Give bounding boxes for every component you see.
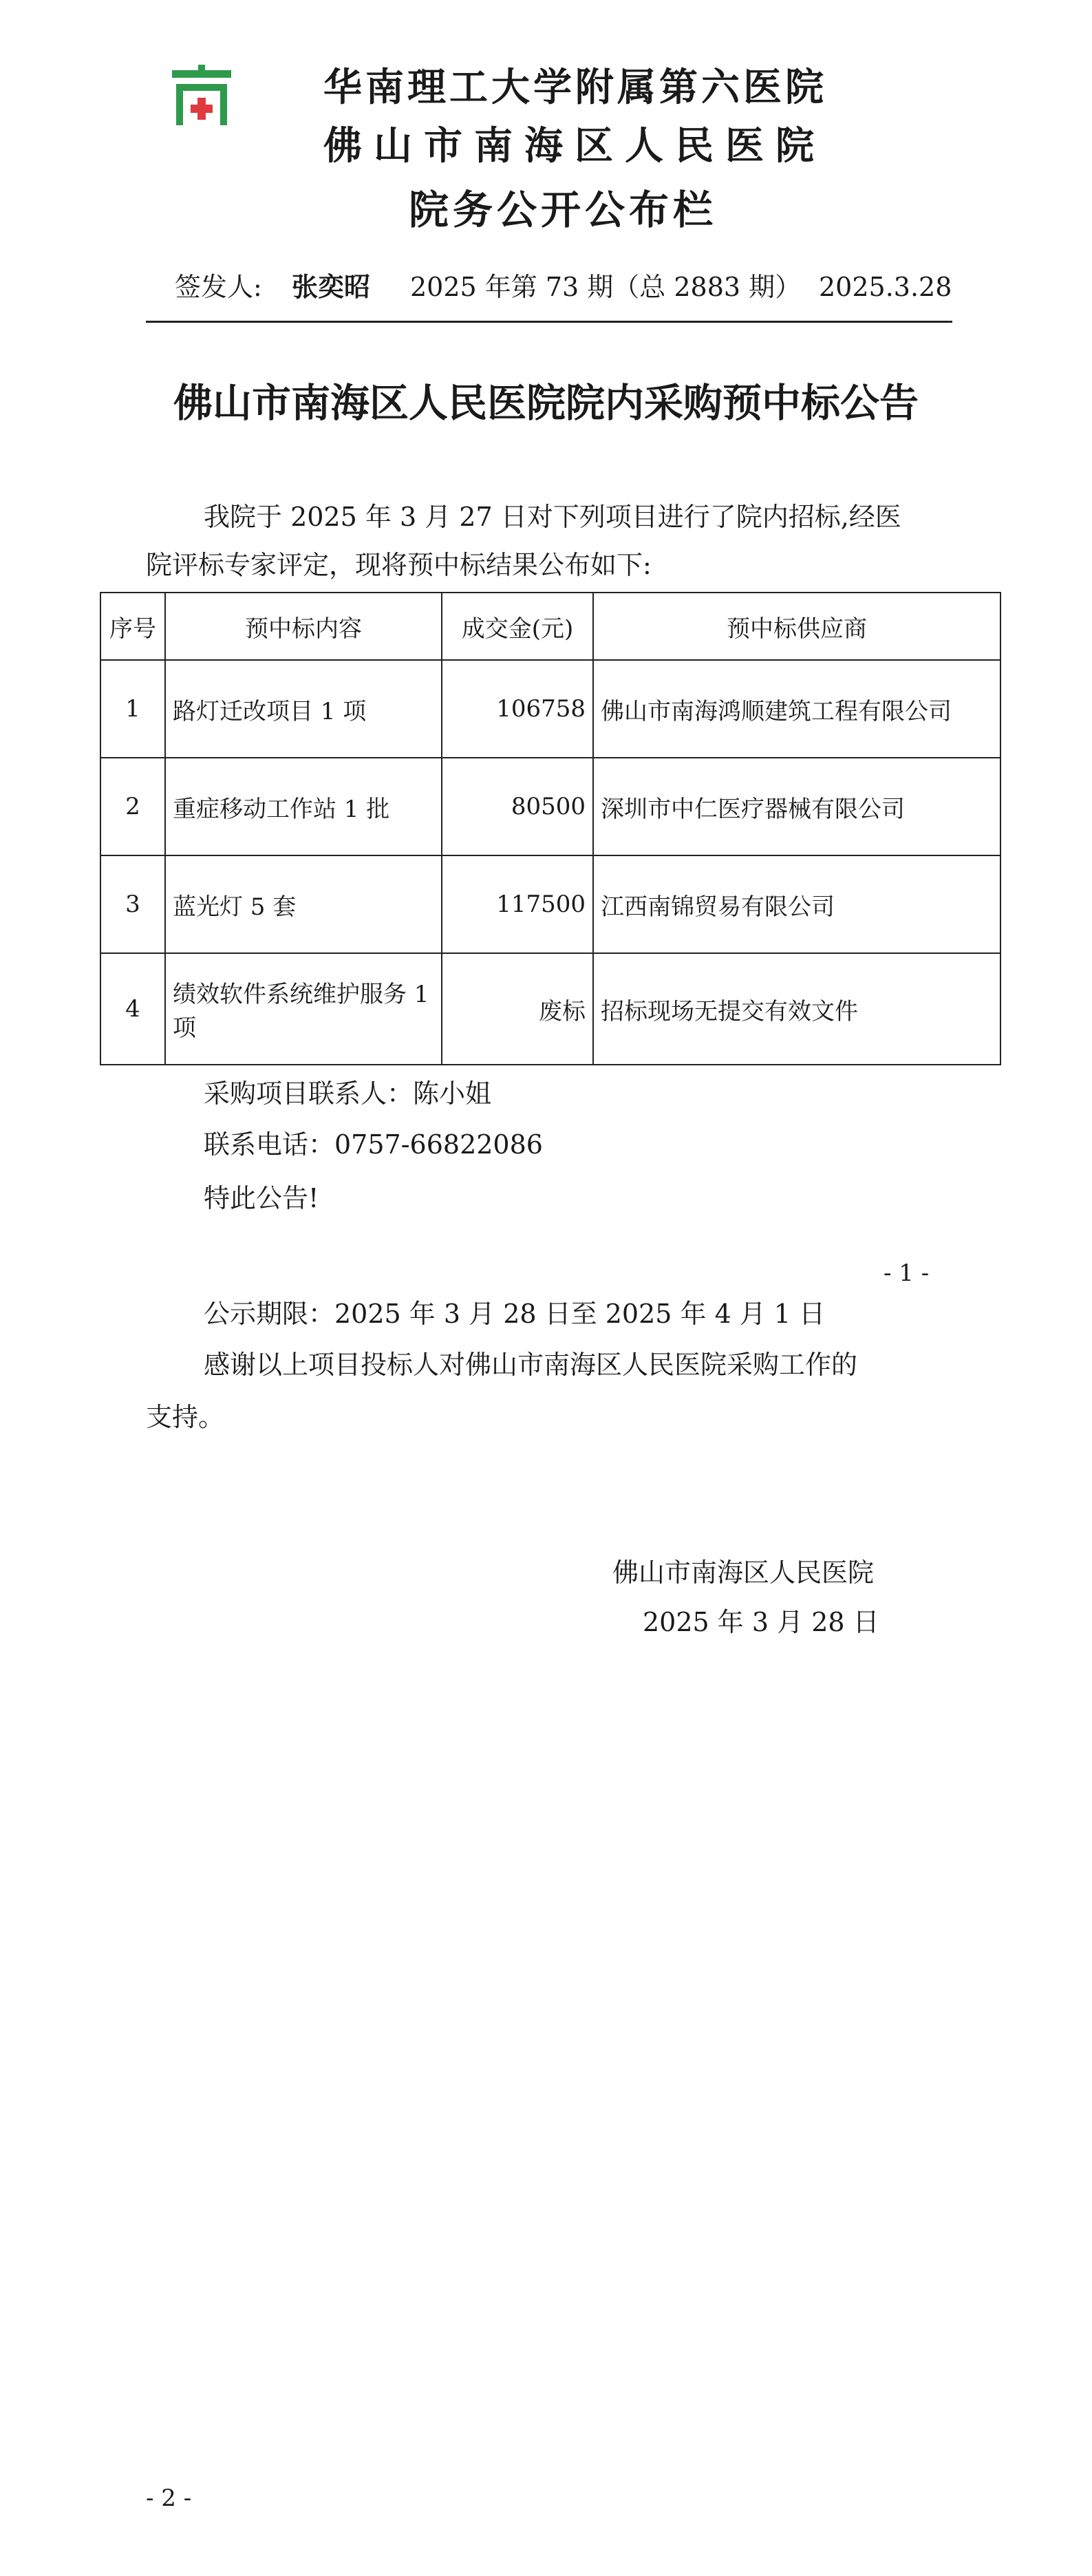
header-divider bbox=[146, 321, 952, 323]
cell-content: 重症移动工作站 1 批 bbox=[165, 758, 442, 855]
cell-content: 绩效软件系统维护服务 1 项 bbox=[165, 953, 442, 1065]
cell-amount: 80500 bbox=[442, 758, 593, 855]
signature-date: 2025 年 3 月 28 日 bbox=[643, 1607, 879, 1637]
signer-name: 张奕昭 bbox=[292, 271, 371, 302]
thanks-line1: 感谢以上项目投标人对佛山市南海区人民医院采购工作的 bbox=[204, 1350, 858, 1380]
cell-content: 路灯迁改项目 1 项 bbox=[165, 660, 442, 758]
cell-serial: 4 bbox=[100, 953, 165, 1065]
cell-serial: 2 bbox=[100, 758, 165, 855]
cell-amount: 废标 bbox=[442, 953, 593, 1065]
hospital-name-primary: 华南理工大学附属第六医院 bbox=[323, 65, 827, 110]
cell-supplier: 招标现场无提交有效文件 bbox=[593, 953, 1000, 1065]
signature-organization: 佛山市南海区人民医院 bbox=[612, 1557, 875, 1588]
cell-supplier: 深圳市中仁医疗器械有限公司 bbox=[593, 758, 1000, 855]
header-serial: 序号 bbox=[100, 593, 165, 660]
closing-notice: 特此公告! bbox=[204, 1183, 319, 1213]
intro-paragraph-line2: 院评标专家评定，现将预中标结果公布如下: bbox=[146, 550, 652, 580]
table-row bbox=[100, 758, 1000, 855]
hospital-name-secondary: 佛山市南海区人民医院 bbox=[323, 124, 826, 169]
header-amount: 成交金(元) bbox=[442, 593, 593, 660]
contact-person: 采购项目联系人：陈小姐 bbox=[204, 1078, 492, 1109]
bulletin-title: 院务公开公布栏 bbox=[409, 187, 718, 233]
contact-phone: 联系电话：0757-66822086 bbox=[204, 1129, 543, 1160]
issue-number: 2025 年第 73 期（总 2883 期） bbox=[410, 272, 802, 302]
table-row bbox=[100, 660, 1000, 758]
intro-paragraph-line1: 我院于 2025 年 3 月 27 日对下列项目进行了院内招标,经医 bbox=[204, 502, 901, 532]
header-content: 预中标内容 bbox=[165, 593, 442, 660]
thanks-line2: 支持。 bbox=[146, 1402, 225, 1432]
page-number-2: - 2 - bbox=[146, 2484, 192, 2512]
cell-supplier: 江西南锦贸易有限公司 bbox=[593, 855, 1000, 953]
table-row bbox=[100, 953, 1000, 1065]
cell-content: 蓝光灯 5 套 bbox=[165, 855, 442, 953]
publicity-period: 公示期限：2025 年 3 月 28 日至 2025 年 4 月 1 日 bbox=[204, 1299, 826, 1329]
cell-supplier: 佛山市南海鸿顺建筑工程有限公司 bbox=[593, 660, 1000, 758]
table-header-row bbox=[100, 593, 1000, 660]
page-number-1: - 1 - bbox=[884, 1259, 930, 1287]
cell-amount: 117500 bbox=[442, 855, 593, 953]
cell-serial: 3 bbox=[100, 855, 165, 953]
cell-serial: 1 bbox=[100, 660, 165, 758]
bid-results-table bbox=[100, 592, 1001, 1065]
notice-title: 佛山市南海区人民医院院内采购预中标公告 bbox=[173, 381, 919, 426]
header-supplier: 预中标供应商 bbox=[593, 593, 1000, 660]
issue-date: 2025.3.28 bbox=[819, 272, 952, 302]
signer-label: 签发人: bbox=[175, 272, 262, 302]
cell-amount: 106758 bbox=[442, 660, 593, 758]
table-row bbox=[100, 855, 1000, 953]
hospital-logo bbox=[171, 65, 233, 127]
